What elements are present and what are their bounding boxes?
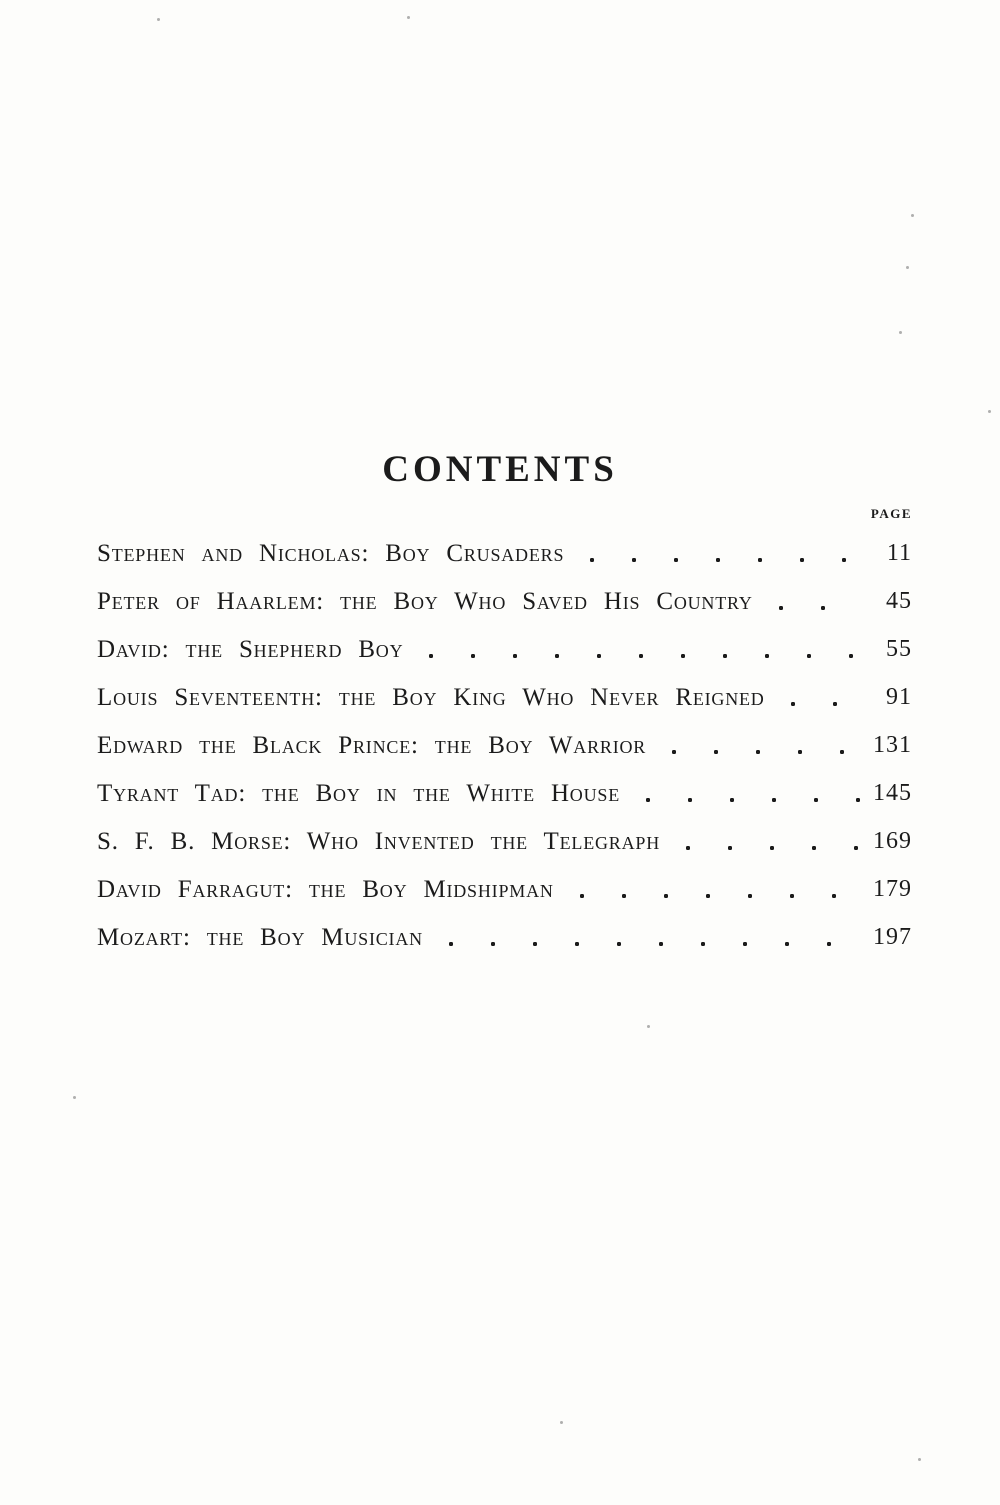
toc-entry-page: 45 xyxy=(886,588,912,615)
scan-speck xyxy=(157,18,160,21)
toc-entry-page: 91 xyxy=(886,684,912,711)
leader-dots xyxy=(409,626,860,674)
leader-dots xyxy=(429,914,860,962)
scan-speck xyxy=(407,16,410,19)
leader-dots xyxy=(759,578,860,626)
leader-dots xyxy=(560,866,860,914)
toc-entry-title: Tyrant Tad: the Boy in the White House xyxy=(97,779,621,807)
toc-entry-title: Stephen and Nicholas: Boy Crusaders xyxy=(97,539,565,567)
page-title: CONTENTS xyxy=(382,449,618,490)
toc-entry xyxy=(97,914,912,962)
leader-dots xyxy=(652,722,860,770)
toc-entry-page: 197 xyxy=(873,924,912,951)
toc-entry-page: 11 xyxy=(886,540,912,567)
toc-entry xyxy=(97,626,912,674)
toc-entry-page: 169 xyxy=(873,828,912,855)
toc-entry xyxy=(97,530,912,578)
toc-entry xyxy=(97,818,912,866)
toc-content xyxy=(97,507,912,962)
toc-entry-title: Mozart: the Boy Musician xyxy=(97,923,423,951)
toc-entry xyxy=(97,770,912,818)
toc-entry xyxy=(97,674,912,722)
toc-entry-title: Peter of Haarlem: the Boy Who Saved His Country xyxy=(97,587,753,615)
scan-speck xyxy=(918,1458,921,1461)
scan-speck xyxy=(988,410,991,413)
toc-entry-title: Louis Seventeenth: the Boy King Who Never Reigned xyxy=(97,683,765,711)
scan-speck xyxy=(911,214,914,217)
toc-entry xyxy=(97,722,912,770)
toc-entry-title: S. F. B. Morse: Who Invented the Telegraph xyxy=(97,827,661,855)
scan-speck xyxy=(647,1025,650,1028)
toc-entry-page: 145 xyxy=(873,780,912,807)
toc-list xyxy=(97,530,912,962)
toc-entry-title: David Farragut: the Boy Midshipman xyxy=(97,875,554,903)
page-column-label: PAGE xyxy=(870,505,912,521)
leader-dots xyxy=(626,770,860,818)
scan-speck xyxy=(73,1096,76,1099)
toc-entry xyxy=(97,866,912,914)
scan-speck xyxy=(560,1421,563,1424)
toc-entry-title: Edward the Black Prince: the Boy Warrior xyxy=(97,731,647,759)
toc-entry xyxy=(97,578,912,626)
scan-speck xyxy=(906,266,909,269)
toc-entry-page: 55 xyxy=(886,636,912,663)
leader-dots xyxy=(771,674,860,722)
toc-entry-page: 179 xyxy=(873,876,912,903)
scan-speck xyxy=(899,331,902,334)
toc-entry-title: David: the Shepherd Boy xyxy=(97,635,404,663)
leader-dots xyxy=(666,818,860,866)
toc-entry-page: 131 xyxy=(873,732,912,759)
leader-dots xyxy=(570,530,860,578)
